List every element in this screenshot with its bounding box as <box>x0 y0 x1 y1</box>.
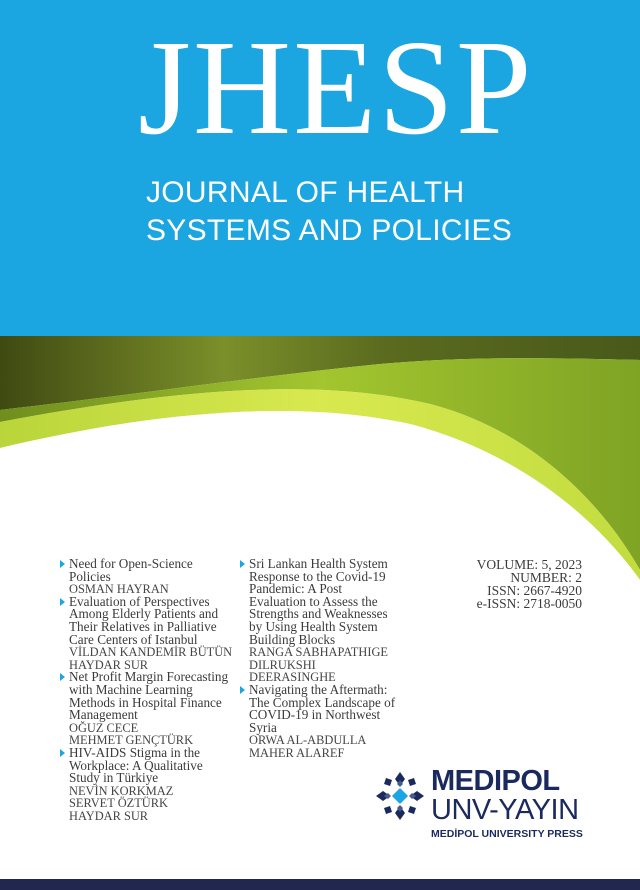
article-entry <box>240 558 400 684</box>
article-title: Need for Open-Science Policies <box>69 556 193 584</box>
publisher-name: MEDIPOL <box>431 765 560 797</box>
volume-label: VOLUME: 5, 2023 <box>476 557 582 572</box>
article-title: Navigating the Aftermath: The Complex Landscape of COVID-19 in Northwest Syria <box>249 681 396 735</box>
article-author: MAHER ALAREF <box>249 745 345 760</box>
publisher-subname: UNV-YAYIN <box>431 794 579 826</box>
contents-right-column <box>240 558 400 760</box>
article-author: HAYDAR SUR <box>69 657 149 672</box>
journal-acronym: JHESP <box>138 13 534 163</box>
article-author: RANGA SABHAPATHIGE <box>249 645 388 660</box>
journal-name-line-1: JOURNAL OF HEALTH <box>146 176 465 209</box>
medipol-logo-icon <box>374 770 426 822</box>
article-author: HAYDAR SUR <box>69 808 149 823</box>
article-entry <box>60 593 235 672</box>
header-band <box>0 0 640 340</box>
decorative-swoosh <box>0 300 640 580</box>
article-author: OĞUZ CECE <box>69 720 139 735</box>
bullet-icon <box>240 686 245 694</box>
article-entry <box>60 558 235 596</box>
article-entry <box>60 744 235 823</box>
article-entry <box>240 681 400 760</box>
bullet-icon <box>60 560 65 568</box>
article-title: Evaluation of Perspectives Among Elderly Patients and Their Relatives in Palliative Care Centers of Istanbul <box>69 593 219 647</box>
bullet-icon <box>60 749 65 757</box>
publisher-block <box>374 765 614 848</box>
footer-bar <box>0 879 640 890</box>
eissn-label: e-ISSN: 2718-0050 <box>476 596 582 611</box>
article-author: MEHMET GENÇTÜRK <box>69 733 194 748</box>
article-author: SERVET ÖZTÜRK <box>69 796 168 811</box>
journal-name-line-2: SYSTEMS AND POLICIES <box>146 214 513 247</box>
bullet-icon <box>60 673 65 681</box>
article-author: OSMAN HAYRAN <box>69 582 169 597</box>
number-label: NUMBER: 2 <box>510 570 582 585</box>
bullet-icon <box>60 598 65 606</box>
publisher-press-label: MEDİPOL UNIVERSITY PRESS <box>431 828 583 840</box>
article-title: Sri Lankan Health System Response to the Covid-19 Pandemic: A Post Evaluation to Assess the Strengths and Weaknesses by Using Health System Building Blocks <box>249 556 388 647</box>
issn-label: ISSN: 2667-4920 <box>487 583 582 598</box>
article-author: DILRUKSHI DEERASINGHE <box>249 657 336 685</box>
bullet-icon <box>240 560 245 568</box>
article-author: ORWA AL-ABDULLA <box>249 733 367 748</box>
article-author: NEVİN KORKMAZ <box>69 783 174 798</box>
contents-left-column <box>60 558 235 822</box>
article-entry <box>60 671 235 747</box>
journal-name <box>146 174 512 250</box>
article-title: Net Profit Margin Forecasting with Machine Learning Methods in Hospital Finance Management <box>69 669 229 723</box>
article-title: HIV-AIDS Stigma in the Workplace: A Qualitative Study in Türkiye <box>69 744 203 786</box>
article-author: VİLDAN KANDEMİR BÜTÜN <box>69 645 233 660</box>
issue-info <box>430 558 582 610</box>
